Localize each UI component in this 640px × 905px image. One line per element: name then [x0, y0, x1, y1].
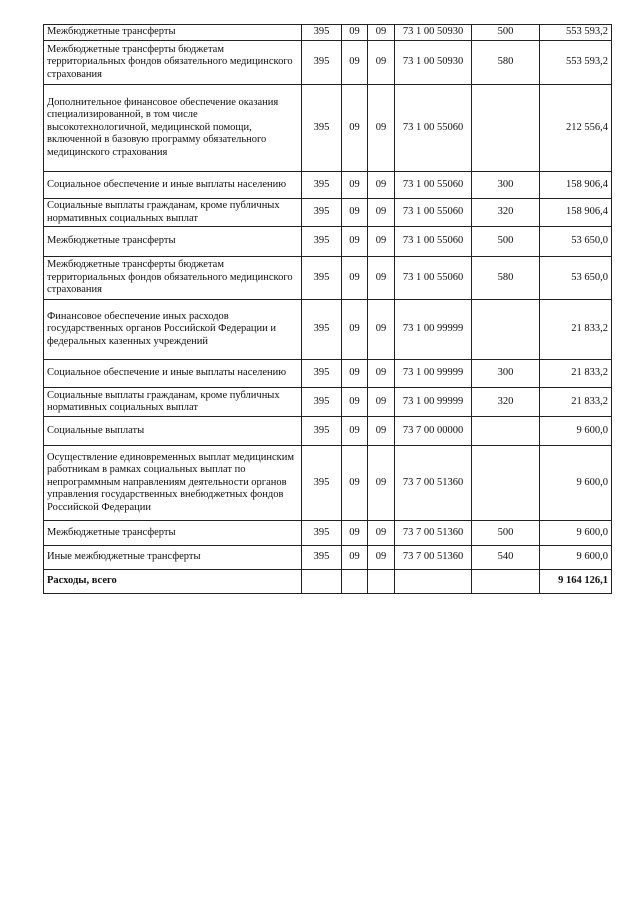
expense-type-cell: 500 — [472, 25, 540, 41]
amount-cell: 553 593,2 — [540, 25, 612, 41]
total-label: Расходы, всего — [44, 570, 302, 594]
amount-cell: 158 906,4 — [540, 199, 612, 227]
section-code-cell: 09 — [342, 199, 368, 227]
expense-type-cell: 320 — [472, 388, 540, 417]
expense-name-cell: Дополнительное финансовое обеспечение оказания специализированной, в том числе высокотехнологичной, медицинской помощи, включенной в базовую программу обязательного медицинского страхования — [44, 85, 302, 172]
amount-cell: 9 600,0 — [540, 446, 612, 521]
subsection-code-cell: 09 — [368, 446, 395, 521]
target-article-cell: 73 1 00 50930 — [395, 25, 472, 41]
amount-cell: 9 600,0 — [540, 521, 612, 546]
table-row — [44, 227, 612, 257]
amount-cell: 53 650,0 — [540, 227, 612, 257]
amount-cell: 9 600,0 — [540, 546, 612, 570]
amount-cell: 212 556,4 — [540, 85, 612, 172]
table-row — [44, 521, 612, 546]
table-row — [44, 388, 612, 417]
ministry-code-cell: 395 — [302, 199, 342, 227]
subsection-code-cell: 09 — [368, 546, 395, 570]
table-row — [44, 41, 612, 85]
table-row — [44, 417, 612, 446]
section-code-cell: 09 — [342, 388, 368, 417]
expense-type-cell: 300 — [472, 172, 540, 199]
table-row — [44, 85, 612, 172]
subsection-code-cell: 09 — [368, 172, 395, 199]
subsection-code-cell: 09 — [368, 85, 395, 172]
expense-name-cell: Социальные выплаты гражданам, кроме публичных нормативных социальных выплат — [44, 199, 302, 227]
target-article-cell: 73 1 00 55060 — [395, 227, 472, 257]
expense-name-cell: Межбюджетные трансферты — [44, 521, 302, 546]
ministry-code-cell: 395 — [302, 417, 342, 446]
expense-name-cell: Финансовое обеспечение иных расходов государственных органов Российской Федерации и федеральных казенных учреждений — [44, 300, 302, 360]
section-code-cell: 09 — [342, 41, 368, 85]
section-code-cell: 09 — [342, 417, 368, 446]
expense-type-cell: 320 — [472, 199, 540, 227]
section-code-cell: 09 — [342, 446, 368, 521]
empty-cell — [302, 570, 342, 594]
expense-type-cell — [472, 85, 540, 172]
ministry-code-cell: 395 — [302, 360, 342, 388]
subsection-code-cell: 09 — [368, 300, 395, 360]
subsection-code-cell: 09 — [368, 257, 395, 300]
ministry-code-cell: 395 — [302, 388, 342, 417]
ministry-code-cell: 395 — [302, 25, 342, 41]
expense-name-cell: Социальное обеспечение и иные выплаты населению — [44, 360, 302, 388]
amount-cell: 553 593,2 — [540, 41, 612, 85]
expense-name-cell: Осуществление единовременных выплат медицинским работникам в рамках социальных выплат по непрограммным направлениям деятельности органов управления государственных внебюджетных фондов Российской Федерации — [44, 446, 302, 521]
target-article-cell: 73 1 00 55060 — [395, 257, 472, 300]
target-article-cell: 73 1 00 55060 — [395, 199, 472, 227]
section-code-cell: 09 — [342, 227, 368, 257]
subsection-code-cell: 09 — [368, 199, 395, 227]
target-article-cell: 73 7 00 00000 — [395, 417, 472, 446]
expense-name-cell: Межбюджетные трансферты — [44, 227, 302, 257]
expense-type-cell — [472, 300, 540, 360]
section-code-cell: 09 — [342, 172, 368, 199]
section-code-cell: 09 — [342, 85, 368, 172]
amount-cell: 53 650,0 — [540, 257, 612, 300]
amount-cell: 21 833,2 — [540, 360, 612, 388]
expense-name-cell: Межбюджетные трансферты бюджетам территориальных фондов обязательного медицинского страхования — [44, 257, 302, 300]
expense-name-cell: Социальные выплаты — [44, 417, 302, 446]
expense-type-cell: 580 — [472, 257, 540, 300]
section-code-cell: 09 — [342, 521, 368, 546]
amount-cell: 9 600,0 — [540, 417, 612, 446]
subsection-code-cell: 09 — [368, 41, 395, 85]
subsection-code-cell: 09 — [368, 25, 395, 41]
table-row — [44, 199, 612, 227]
ministry-code-cell: 395 — [302, 521, 342, 546]
target-article-cell: 73 7 00 51360 — [395, 546, 472, 570]
ministry-code-cell: 395 — [302, 85, 342, 172]
table-row — [44, 446, 612, 521]
total-amount: 9 164 126,1 — [540, 570, 612, 594]
expense-type-cell: 580 — [472, 41, 540, 85]
table-row — [44, 300, 612, 360]
section-code-cell: 09 — [342, 300, 368, 360]
expense-type-cell: 540 — [472, 546, 540, 570]
table-row — [44, 257, 612, 300]
subsection-code-cell: 09 — [368, 227, 395, 257]
subsection-code-cell: 09 — [368, 360, 395, 388]
target-article-cell: 73 7 00 51360 — [395, 446, 472, 521]
ministry-code-cell: 395 — [302, 446, 342, 521]
ministry-code-cell: 395 — [302, 257, 342, 300]
ministry-code-cell: 395 — [302, 41, 342, 85]
target-article-cell: 73 7 00 51360 — [395, 521, 472, 546]
target-article-cell: 73 1 00 55060 — [395, 85, 472, 172]
expense-type-cell — [472, 417, 540, 446]
section-code-cell: 09 — [342, 257, 368, 300]
target-article-cell: 73 1 00 99999 — [395, 300, 472, 360]
empty-cell — [472, 570, 540, 594]
expense-name-cell: Межбюджетные трансферты — [44, 25, 302, 41]
section-code-cell: 09 — [342, 546, 368, 570]
expense-name-cell: Социальное обеспечение и иные выплаты населению — [44, 172, 302, 199]
amount-cell: 21 833,2 — [540, 300, 612, 360]
expense-type-cell: 500 — [472, 227, 540, 257]
total-row — [44, 570, 612, 594]
ministry-code-cell: 395 — [302, 300, 342, 360]
empty-cell — [395, 570, 472, 594]
ministry-code-cell: 395 — [302, 546, 342, 570]
target-article-cell: 73 1 00 50930 — [395, 41, 472, 85]
subsection-code-cell: 09 — [368, 388, 395, 417]
expense-name-cell: Межбюджетные трансферты бюджетам территориальных фондов обязательного медицинского страхования — [44, 41, 302, 85]
table-body — [44, 25, 612, 594]
expense-type-cell: 300 — [472, 360, 540, 388]
amount-cell: 21 833,2 — [540, 388, 612, 417]
subsection-code-cell: 09 — [368, 521, 395, 546]
empty-cell — [342, 570, 368, 594]
table-row — [44, 172, 612, 199]
expense-type-cell: 500 — [472, 521, 540, 546]
budget-expenditure-table — [43, 24, 612, 594]
expense-type-cell — [472, 446, 540, 521]
ministry-code-cell: 395 — [302, 227, 342, 257]
section-code-cell: 09 — [342, 360, 368, 388]
table-row — [44, 25, 612, 41]
table-row — [44, 546, 612, 570]
expense-name-cell: Иные межбюджетные трансферты — [44, 546, 302, 570]
subsection-code-cell: 09 — [368, 417, 395, 446]
target-article-cell: 73 1 00 55060 — [395, 172, 472, 199]
empty-cell — [368, 570, 395, 594]
section-code-cell: 09 — [342, 25, 368, 41]
expense-name-cell: Социальные выплаты гражданам, кроме публичных нормативных социальных выплат — [44, 388, 302, 417]
target-article-cell: 73 1 00 99999 — [395, 388, 472, 417]
target-article-cell: 73 1 00 99999 — [395, 360, 472, 388]
table-row — [44, 360, 612, 388]
ministry-code-cell: 395 — [302, 172, 342, 199]
amount-cell: 158 906,4 — [540, 172, 612, 199]
